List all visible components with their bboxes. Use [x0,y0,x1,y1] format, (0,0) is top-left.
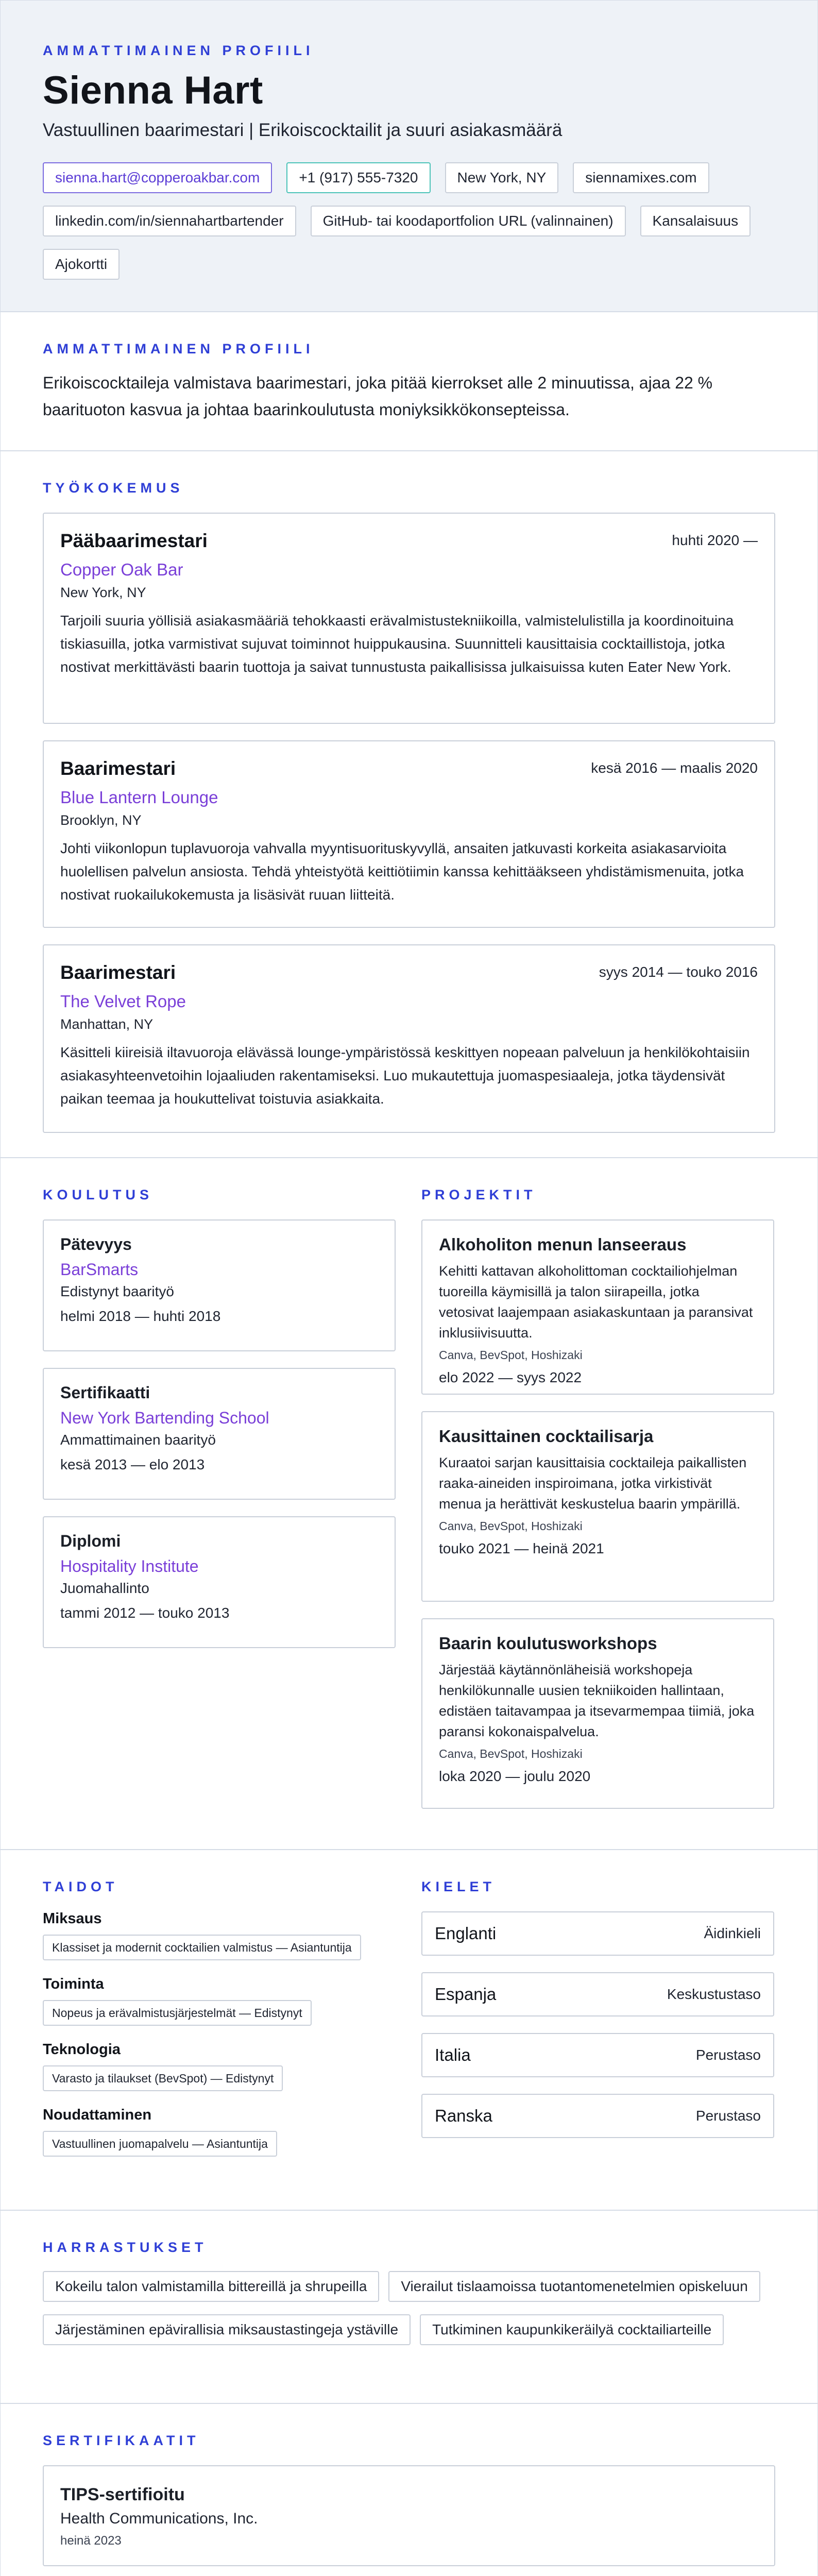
project-card [421,1411,774,1602]
job-location: Brooklyn, NY [60,812,142,828]
skill-chip: Klassiset ja modernit cocktailien valmistus — Asiantuntija [43,1935,361,1960]
job-card [43,740,775,928]
education-degree: Sertifikaatti [60,1383,150,1402]
skill-group-label: Miksaus [43,1910,102,1927]
skill-group [43,1910,396,1960]
certificates-section [1,2404,817,2576]
skill-group [43,1976,396,2026]
hobby-chip: Järjestäminen epävirallisia miksaustastingeja ystäville [43,2314,411,2345]
project-description: Kehitti kattavan alkoholittoman cocktailiohjelman tuoreilla käymisillä ja talon siirapeilla, jotka vetosivat laajempaan asiakaskuntaan ja paransivat inklusiivisuutta. [439,1263,753,1341]
language-name: Italia [435,2045,471,2064]
education-card [43,1219,396,1351]
linkedin-link[interactable]: linkedin.com/in/siennahartbartender [43,206,296,236]
skills-heading: TAIDOT [43,1879,118,1894]
hobbies-section [1,2211,817,2404]
project-dates: touko 2021 — heinä 2021 [439,1540,604,1556]
skill-chip: Nopeus ja erävalmistusjärjestelmät — Edistynyt [43,2000,312,2026]
job-company: Copper Oak Bar [60,560,183,579]
certificate-card [43,2465,775,2566]
language-row [421,1911,774,1956]
contact-chips [43,162,774,280]
education-card [43,1516,396,1648]
education-school: New York Bartending School [60,1409,269,1427]
job-description: Johti viikonlopun tuplavuoroja vahvalla myyntisuorituskyvyllä, ansaiten jatkuvasti korkeita asiakasarvioita huolellisen palvelun ansiosta. Tehdä yhteistyötä keittiötiimin kanssa kehittääkseen yhdistämismenuita, jotka nostivat ruokailukokemusta ja lisäsivät ruuan liitteitä. [60,840,744,903]
language-row [421,2094,774,2138]
job-location: Manhattan, NY [60,1016,154,1032]
skill-group-label: Toiminta [43,1976,104,1992]
languages-column [421,1879,774,2157]
candidate-name: Sienna Hart [43,69,263,112]
certificate-name: TIPS-sertifioitu [60,2485,185,2504]
license-chip: Ajokortti [43,249,120,280]
project-card [421,1219,774,1395]
hobby-chip: Tutkiminen kaupunkikeräilyä cocktailiarteille [420,2314,724,2345]
language-name: Englanti [435,1924,497,1943]
job-dates: syys 2014 — touko 2016 [599,964,758,980]
project-title: Baarin koulutusworkshops [439,1634,657,1653]
summary-heading: AMMATTIMAINEN PROFIILI [43,341,314,357]
hobbies-heading: HARRASTUKSET [43,2240,208,2255]
job-dates: kesä 2016 — maalis 2020 [591,760,758,776]
project-dates: loka 2020 — joulu 2020 [439,1768,591,1784]
language-level: Äidinkieli [704,1925,761,1941]
education-dates: helmi 2018 — huhti 2018 [60,1308,221,1324]
skill-chip: Vastuullinen juomapalvelu — Asiantuntija [43,2131,277,2157]
skill-group-label: Noudattaminen [43,2107,152,2123]
education-school: Hospitality Institute [60,1557,199,1575]
education-degree: Diplomi [60,1532,121,1550]
education-school: BarSmarts [60,1260,139,1279]
language-row [421,1972,774,2016]
project-dates: elo 2022 — syys 2022 [439,1369,582,1385]
certificates-heading: SERTIFIKAATIT [43,2433,200,2448]
language-row [421,2033,774,2077]
education-projects-section [1,1158,817,1850]
education-field: Juomahallinto [60,1580,149,1596]
education-degree: Pätevyys [60,1235,132,1253]
candidate-headline: Vastuullinen baarimestari | Erikoiscocktailit ja suuri asiakasmäärä [43,120,563,140]
nationality-chip: Kansalaisuus [640,206,751,236]
job-title: Baarimestari [60,962,176,983]
job-company: Blue Lantern Lounge [60,788,218,807]
certificate-issuer: Health Communications, Inc. [60,2510,258,2527]
languages-heading: KIELET [421,1879,496,1894]
language-name: Espanja [435,1985,497,2004]
profile-header [1,1,817,312]
website-link[interactable]: siennamixes.com [573,162,709,193]
education-dates: tammi 2012 — touko 2013 [60,1605,230,1621]
phone-link[interactable]: +1 (917) 555-7320 [286,162,430,193]
job-card [43,944,775,1133]
hobby-chip: Vierailut tislaamoissa tuotantomenetelmien opiskeluun [388,2271,760,2302]
email-link[interactable]: sienna.hart@copperoakbar.com [43,162,272,193]
job-title: Baarimestari [60,758,176,779]
job-card [43,513,775,724]
language-name: Ranska [435,2106,492,2125]
project-card [421,1618,774,1809]
project-description: Kuraatoi sarjan kausittaisia cocktaileja paikallisten raaka-aineiden inspiroimana, jotka virkistivät menua ja herättivät keskustelua baarin ympärillä. [439,1455,747,1512]
job-dates: huhti 2020 — [672,532,758,548]
project-title: Alkoholiton menun lanseeraus [439,1235,687,1254]
skill-group [43,2107,396,2157]
header-eyebrow: AMMATTIMAINEN PROFIILI [43,43,314,58]
project-description: Järjestää käytännönläheisiä workshopeja henkilökunnalle uusien tekniikoiden hallintaan, edistäen taitavampaa ja itsevarmempaa tiimiä, joka paransi kokonaispalvelua. [439,1662,755,1739]
education-dates: kesä 2013 — elo 2013 [60,1456,205,1472]
certificate-date: heinä 2023 [60,2534,122,2548]
education-field: Edistynyt baarityö [60,1283,174,1299]
hobby-chip: Kokeilu talon valmistamilla bittereillä ja shrupeilla [43,2271,379,2302]
skills-column [43,1879,396,2157]
education-field: Ammattimainen baarityö [60,1432,216,1448]
education-heading: KOULUTUS [43,1187,153,1202]
education-card [43,1368,396,1500]
experience-section [1,451,817,1158]
github-link[interactable]: GitHub- tai koodaportfolion URL (valinnainen) [311,206,626,236]
summary-text: Erikoiscocktaileja valmistava baarimestari, joka pitää kierrokset alle 2 minuutissa, ajaa 22 % baarituoton kasvua ja johtaa baarinkoulutusta moniyksikkökonsepteissa. [43,374,713,419]
skill-group-label: Teknologia [43,2041,121,2058]
job-location: New York, NY [60,585,146,600]
job-company: The Velvet Rope [60,992,186,1011]
summary-section [1,312,817,451]
job-title: Pääbaarimestari [60,530,208,551]
language-level: Keskustustaso [667,1986,761,2002]
job-description: Tarjoili suuria yöllisiä asiakasmääriä tehokkaasti erävalmistustekniikoilla, valmistelulistilla ja koordinoituina tiskiasuilla, jotka varmistivat sujuvat toiminnot huippukausina. Suunnitteli kausittaisia cocktaillistoja, jotka nostivat merkittävästi baarin tuottoja ja saivat tunnustusta paikallisissa julkaisuissa kuten Eater New York. [60,613,734,675]
education-column [43,1187,396,1809]
project-tools: Canva, BevSpot, Hoshizaki [439,1348,583,1362]
experience-heading: TYÖKOKEMUS [43,480,184,496]
skills-languages-section [1,1850,817,2211]
skill-group [43,2041,396,2091]
job-description: Käsitteli kiireisiä iltavuoroja elävässä lounge-ympäristössä keskittyen nopeaan palveluun ja henkilökohtaisiin asiakasyhteenvetoihin lojaaliuden rakentamiseksi. Luo mukautettuja juomaspesiaaleja, jotka täydensivät paikan teemaa ja houkuttelivat toistuvia asiakkaita. [60,1044,750,1107]
skill-chip: Varasto ja tilaukset (BevSpot) — Edistynyt [43,2065,283,2091]
language-level: Perustaso [695,2108,761,2124]
project-tools: Canva, BevSpot, Hoshizaki [439,1747,583,1760]
language-level: Perustaso [695,2047,761,2063]
projects-heading: PROJEKTIT [421,1187,537,1202]
location-chip: New York, NY [445,162,559,193]
project-tools: Canva, BevSpot, Hoshizaki [439,1519,583,1533]
hobby-list [43,2271,774,2345]
project-title: Kausittainen cocktailisarja [439,1427,654,1446]
projects-column [421,1187,774,1809]
